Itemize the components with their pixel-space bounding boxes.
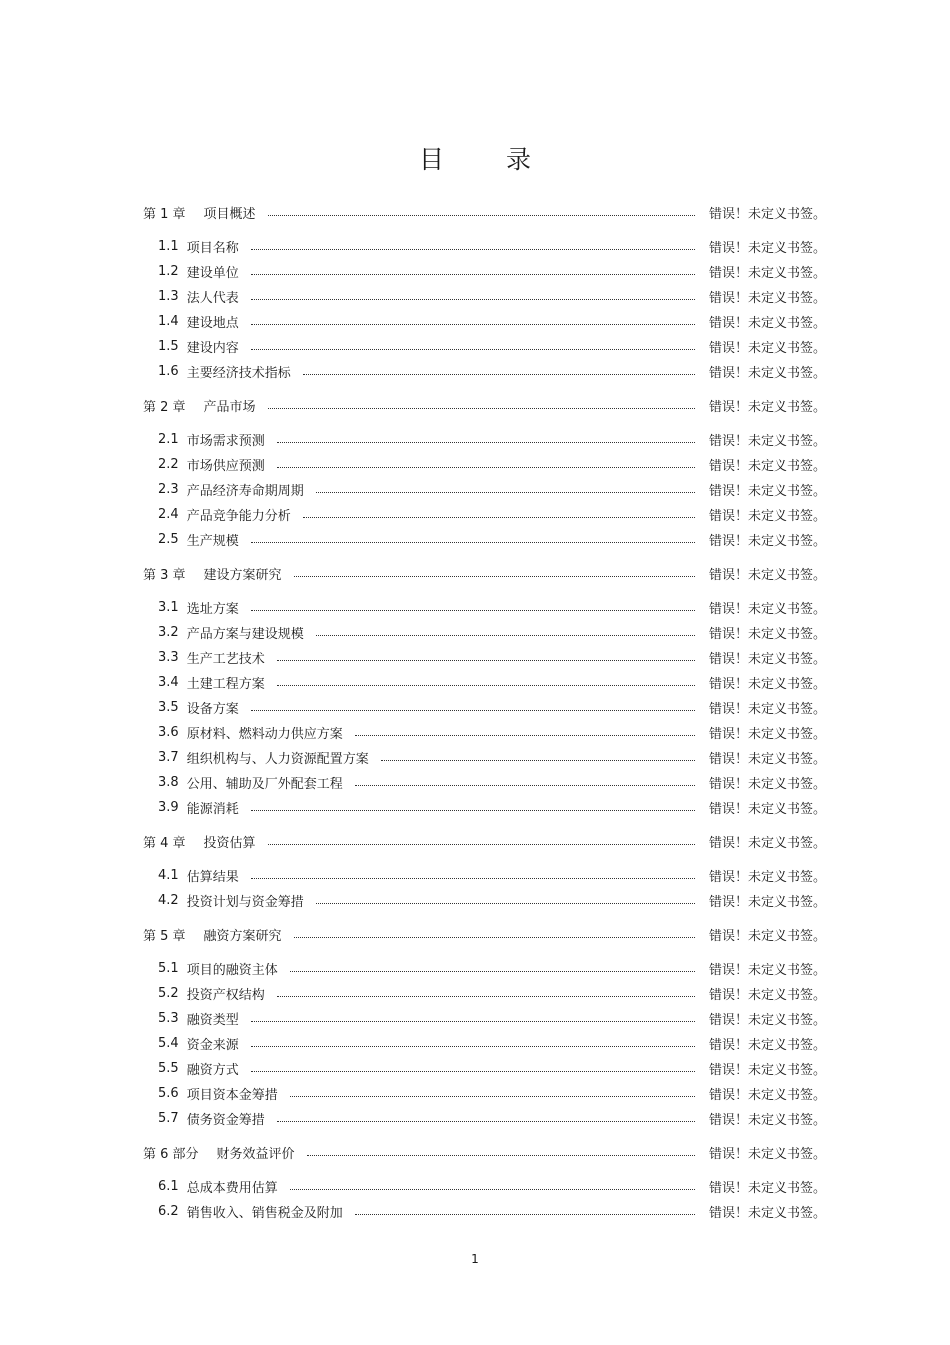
toc-section-entry[interactable] — [143, 334, 833, 359]
toc-entry-page-ref: 错误！未定义书签。 — [709, 1038, 827, 1053]
toc-entry-page-ref: 错误！未定义书签。 — [709, 1113, 827, 1128]
toc-entry-title: 选址方案 — [186, 602, 239, 617]
toc-section-entry[interactable] — [143, 427, 833, 452]
toc-entry-page-ref: 错误！未定义书签。 — [709, 509, 827, 524]
toc-entry-title: 市场供应预测 — [186, 459, 265, 474]
dot-leader — [303, 374, 695, 375]
toc-section-entry[interactable] — [143, 695, 833, 720]
toc-chapter-entry[interactable] — [143, 1140, 833, 1165]
toc-section-entry[interactable] — [143, 1056, 833, 1081]
toc-section-entry[interactable] — [143, 527, 833, 552]
dot-leader — [277, 1121, 695, 1122]
toc-entry-number: 4.1 — [158, 868, 179, 883]
toc-entry-number: 5.7 — [158, 1111, 179, 1126]
dot-leader — [251, 349, 695, 350]
toc-entry-page-ref: 错误！未定义书签。 — [709, 627, 827, 642]
toc-entry-title: 公用、辅助及厂外配套工程 — [186, 777, 343, 792]
toc-entry-title: 总成本费用估算 — [186, 1181, 278, 1196]
toc-entry-title: 生产规模 — [186, 534, 239, 549]
toc-entry-title: 融资类型 — [186, 1013, 239, 1028]
toc-entry-number: 5.6 — [158, 1086, 179, 1101]
toc-entry-title: 融资方式 — [186, 1063, 239, 1078]
toc-chapter-entry[interactable] — [143, 829, 833, 854]
toc-entry-page-ref: 错误！未定义书签。 — [709, 1088, 827, 1103]
toc-entry-title: 土建工程方案 — [186, 677, 265, 692]
toc-entry-title: 项目名称 — [186, 241, 239, 256]
dot-leader — [251, 1071, 695, 1072]
toc-section-entry[interactable] — [143, 234, 833, 259]
toc-section-entry[interactable] — [143, 284, 833, 309]
toc-entry-title: 估算结果 — [186, 870, 239, 885]
dot-leader — [316, 635, 695, 636]
toc-entry-page-ref: 错误！未定义书签。 — [709, 291, 827, 306]
toc-entry-number: 4.2 — [158, 893, 179, 908]
toc-entry-title: 项目资本金筹措 — [186, 1088, 278, 1103]
toc-entry-page-ref: 错误！未定义书签。 — [709, 988, 827, 1003]
toc-entry-page-ref: 错误！未定义书签。 — [709, 802, 827, 817]
toc-entry-title: 法人代表 — [186, 291, 239, 306]
toc-entry-page-ref: 错误！未定义书签。 — [709, 207, 827, 222]
dot-leader — [303, 517, 695, 518]
dot-leader — [316, 492, 695, 493]
toc-section-entry[interactable] — [143, 770, 833, 795]
page-number: 1 — [471, 1252, 479, 1266]
toc-section-entry[interactable] — [143, 1106, 833, 1131]
toc-entry-number: 3.7 — [158, 750, 179, 765]
toc-entry-page-ref: 错误！未定义书签。 — [709, 870, 827, 885]
toc-entry-page-ref: 错误！未定义书签。 — [709, 366, 827, 381]
toc-entry-number: 3.9 — [158, 800, 179, 815]
toc-entry-page-ref: 错误！未定义书签。 — [709, 777, 827, 792]
dot-leader — [290, 971, 695, 972]
toc-section-entry[interactable] — [143, 1174, 833, 1199]
toc-entry-page-ref: 错误！未定义书签。 — [709, 1206, 827, 1221]
dot-leader — [355, 1214, 695, 1215]
toc-entry-number: 6.1 — [158, 1179, 179, 1194]
toc-entry-page-ref: 错误！未定义书签。 — [709, 963, 827, 978]
toc-section-entry[interactable] — [143, 1081, 833, 1106]
toc-entry-number: 1.4 — [158, 314, 179, 329]
toc-entry-number: 5.1 — [158, 961, 179, 976]
toc-section-entry[interactable] — [143, 1199, 833, 1224]
toc-entry-page-ref: 错误！未定义书签。 — [709, 836, 827, 851]
toc-entry-number: 3.4 — [158, 675, 179, 690]
toc-section-entry[interactable] — [143, 452, 833, 477]
toc-entry-title: 建设内容 — [186, 341, 239, 356]
toc-section-entry[interactable] — [143, 670, 833, 695]
dot-leader — [277, 660, 695, 661]
toc-entry-page-ref: 错误！未定义书签。 — [709, 341, 827, 356]
toc-entry-title: 投资产权结构 — [186, 988, 265, 1003]
toc-entry-number: 3.6 — [158, 725, 179, 740]
toc-section-entry[interactable] — [143, 1006, 833, 1031]
title-char-1: 目 — [418, 145, 444, 174]
toc-section-entry[interactable] — [143, 309, 833, 334]
toc-entry-title: 建设单位 — [186, 266, 239, 281]
dot-leader — [277, 685, 695, 686]
toc-entry-page-ref: 错误！未定义书签。 — [709, 484, 827, 499]
toc-entry-number: 第 6 部分 — [143, 1147, 199, 1162]
toc-entry-title: 生产工艺技术 — [186, 652, 265, 667]
toc-entry-title: 项目概述 — [203, 207, 256, 222]
toc-entry-number: 3.8 — [158, 775, 179, 790]
toc-entry-number: 第 1 章 — [143, 207, 186, 222]
page-title — [0, 140, 950, 176]
dot-leader — [251, 299, 695, 300]
toc-entry-page-ref: 错误！未定义书签。 — [709, 1147, 827, 1162]
toc-section-entry[interactable] — [143, 502, 833, 527]
toc-entry-page-ref: 错误！未定义书签。 — [709, 266, 827, 281]
toc-entry-title: 市场需求预测 — [186, 434, 265, 449]
toc-entry-number: 第 2 章 — [143, 400, 186, 415]
dot-leader — [251, 710, 695, 711]
toc-entry-page-ref: 错误！未定义书签。 — [709, 602, 827, 617]
toc-entry-page-ref: 错误！未定义书签。 — [709, 1063, 827, 1078]
dot-leader — [294, 937, 695, 938]
toc-entry-number: 3.1 — [158, 600, 179, 615]
toc-entry-page-ref: 错误！未定义书签。 — [709, 459, 827, 474]
dot-leader — [251, 1021, 695, 1022]
toc-entry-page-ref: 错误！未定义书签。 — [709, 434, 827, 449]
dot-leader — [251, 324, 695, 325]
toc-chapter-entry[interactable] — [143, 200, 833, 225]
toc-section-entry[interactable] — [143, 956, 833, 981]
dot-leader — [251, 542, 695, 543]
toc-chapter-entry[interactable] — [143, 393, 833, 418]
toc-entry-number: 第 3 章 — [143, 568, 186, 583]
toc-section-entry[interactable] — [143, 888, 833, 913]
toc-section-entry[interactable] — [143, 595, 833, 620]
toc-entry-number: 第 5 章 — [143, 929, 186, 944]
toc-entry-title: 能源消耗 — [186, 802, 239, 817]
toc-entry-title: 建设地点 — [186, 316, 239, 331]
toc-entry-page-ref: 错误！未定义书签。 — [709, 929, 827, 944]
toc-entry-number: 6.2 — [158, 1204, 179, 1219]
toc-entry-number: 1.6 — [158, 364, 179, 379]
dot-leader — [277, 996, 695, 997]
toc-entry-number: 2.2 — [158, 457, 179, 472]
toc-entry-title: 投资估算 — [203, 836, 256, 851]
toc-entry-number: 2.5 — [158, 532, 179, 547]
toc-entry-number: 2.1 — [158, 432, 179, 447]
dot-leader — [251, 810, 695, 811]
toc-entry-title: 设备方案 — [186, 702, 239, 717]
toc-entry-title: 投资计划与资金筹措 — [186, 895, 304, 910]
toc-entry-title: 产品市场 — [203, 400, 256, 415]
dot-leader — [277, 442, 695, 443]
dot-leader — [251, 610, 695, 611]
toc-section-entry[interactable] — [143, 620, 833, 645]
toc-entry-page-ref: 错误！未定义书签。 — [709, 1181, 827, 1196]
dot-leader — [251, 249, 695, 250]
dot-leader — [290, 1096, 695, 1097]
toc-entry-page-ref: 错误！未定义书签。 — [709, 702, 827, 717]
toc-section-entry[interactable] — [143, 720, 833, 745]
dot-leader — [294, 576, 695, 577]
toc-entry-title: 产品竞争能力分析 — [186, 509, 291, 524]
toc-entry-title: 建设方案研究 — [203, 568, 282, 583]
dot-leader — [355, 735, 695, 736]
toc-entry-page-ref: 错误！未定义书签。 — [709, 241, 827, 256]
toc-chapter-entry[interactable] — [143, 561, 833, 586]
toc-entry-number: 1.3 — [158, 289, 179, 304]
toc-entry-page-ref: 错误！未定义书签。 — [709, 752, 827, 767]
toc-section-entry[interactable] — [143, 795, 833, 820]
toc-section-entry[interactable] — [143, 359, 833, 384]
toc-entry-number: 1.2 — [158, 264, 179, 279]
toc-entry-number: 5.2 — [158, 986, 179, 1001]
toc-entry-page-ref: 错误！未定义书签。 — [709, 534, 827, 549]
toc-entry-page-ref: 错误！未定义书签。 — [709, 316, 827, 331]
toc-entry-page-ref: 错误！未定义书签。 — [709, 677, 827, 692]
dot-leader — [355, 785, 695, 786]
toc-entry-title: 融资方案研究 — [203, 929, 282, 944]
toc-entry-number: 3.3 — [158, 650, 179, 665]
toc-section-entry[interactable] — [143, 745, 833, 770]
toc-entry-number: 第 4 章 — [143, 836, 186, 851]
dot-leader — [268, 215, 695, 216]
dot-leader — [251, 1046, 695, 1047]
toc-entry-page-ref: 错误！未定义书签。 — [709, 727, 827, 742]
toc-entry-page-ref: 错误！未定义书签。 — [709, 895, 827, 910]
title-char-2: 录 — [506, 145, 532, 174]
toc-entry-page-ref: 错误！未定义书签。 — [709, 652, 827, 667]
toc-section-entry[interactable] — [143, 259, 833, 284]
toc-entry-page-ref: 错误！未定义书签。 — [709, 568, 827, 583]
toc-entry-title: 原材料、燃料动力供应方案 — [186, 727, 343, 742]
dot-leader — [307, 1155, 695, 1156]
dot-leader — [268, 844, 695, 845]
toc-entry-title: 产品经济寿命期周期 — [186, 484, 304, 499]
dot-leader — [251, 274, 695, 275]
dot-leader — [381, 760, 695, 761]
toc-entry-number: 2.3 — [158, 482, 179, 497]
dot-leader — [268, 408, 695, 409]
toc-entry-number: 2.4 — [158, 507, 179, 522]
toc-entry-title: 主要经济技术指标 — [186, 366, 291, 381]
toc-entry-number: 3.5 — [158, 700, 179, 715]
toc-entry-number: 1.5 — [158, 339, 179, 354]
toc-section-entry[interactable] — [143, 477, 833, 502]
dot-leader — [290, 1189, 695, 1190]
toc-entry-page-ref: 错误！未定义书签。 — [709, 1013, 827, 1028]
toc-section-entry[interactable] — [143, 981, 833, 1006]
toc-entry-title: 组织机构与、人力资源配置方案 — [186, 752, 369, 767]
toc-entry-title: 产品方案与建设规模 — [186, 627, 304, 642]
toc-entry-number: 5.5 — [158, 1061, 179, 1076]
toc-entry-title: 销售收入、销售税金及附加 — [186, 1206, 343, 1221]
toc-section-entry[interactable] — [143, 645, 833, 670]
toc-entry-title: 财务效益评价 — [216, 1147, 295, 1162]
toc-entry-number: 5.4 — [158, 1036, 179, 1051]
toc-entry-page-ref: 错误！未定义书签。 — [709, 400, 827, 415]
table-of-contents — [143, 200, 833, 1224]
toc-chapter-entry[interactable] — [143, 922, 833, 947]
toc-entry-number: 1.1 — [158, 239, 179, 254]
toc-entry-title: 项目的融资主体 — [186, 963, 278, 978]
toc-section-entry[interactable] — [143, 1031, 833, 1056]
dot-leader — [316, 903, 695, 904]
toc-entry-title: 债务资金筹措 — [186, 1113, 265, 1128]
dot-leader — [277, 467, 695, 468]
toc-section-entry[interactable] — [143, 863, 833, 888]
dot-leader — [251, 878, 695, 879]
toc-entry-number: 5.3 — [158, 1011, 179, 1026]
toc-entry-title: 资金来源 — [186, 1038, 239, 1053]
toc-entry-number: 3.2 — [158, 625, 179, 640]
